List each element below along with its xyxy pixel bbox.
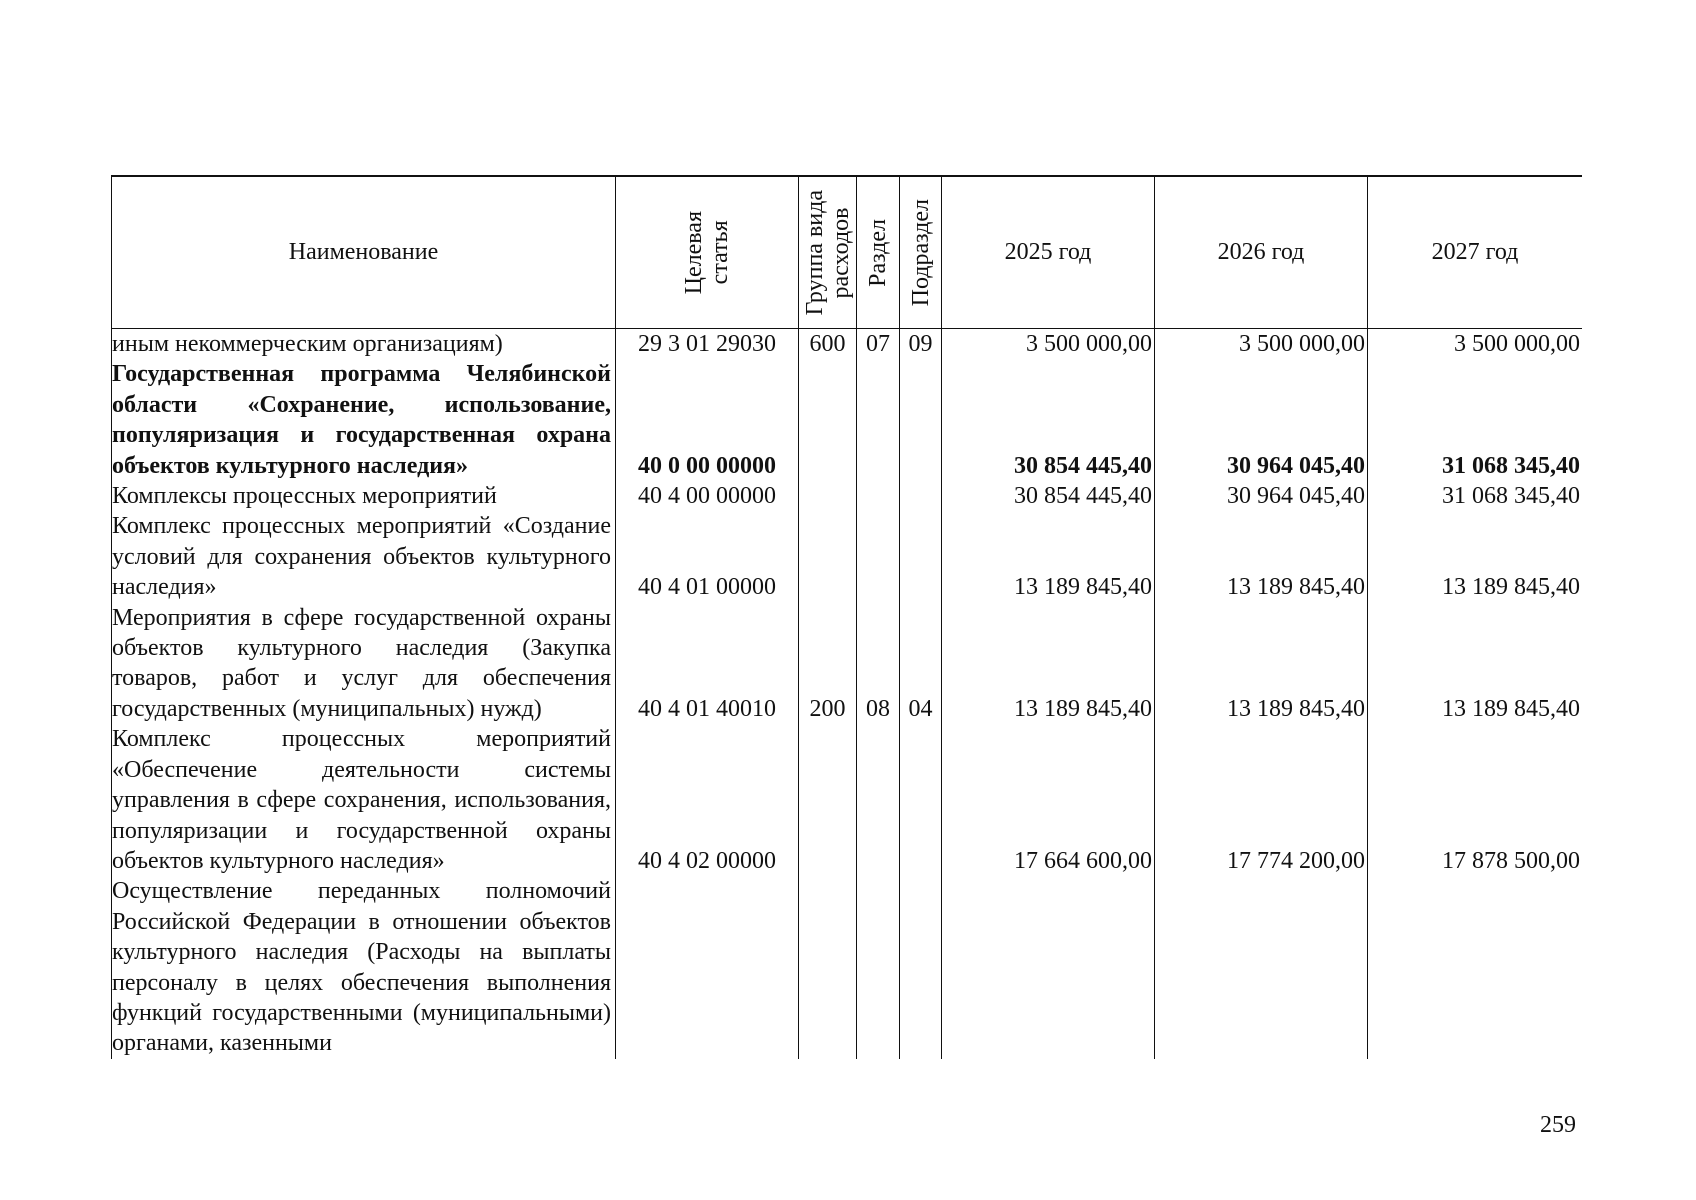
header-subsection-label: Подраздел [907, 198, 934, 307]
cell-amount-2027: 31 068 345,40 [1368, 359, 1583, 481]
cell-amount-2026 [1155, 876, 1368, 1058]
cell-target-article: 40 4 01 40010 [616, 603, 799, 725]
header-section [857, 176, 900, 329]
cell-name: Комплекс процессных мероприятий «Создание условий для сохранения объектов культурного наследия» [112, 511, 616, 602]
cell-section [857, 359, 900, 481]
cell-amount-2025: 30 854 445,40 [942, 359, 1155, 481]
cell-amount-2026: 30 964 045,40 [1155, 359, 1368, 481]
cell-subsection [900, 359, 942, 481]
table-row [112, 724, 1583, 876]
cell-amount-2027: 13 189 845,40 [1368, 511, 1583, 602]
cell-target-article: 40 0 00 00000 [616, 359, 799, 481]
cell-section: 08 [857, 603, 900, 725]
cell-section [857, 724, 900, 876]
cell-section [857, 511, 900, 602]
cell-amount-2027: 13 189 845,40 [1368, 603, 1583, 725]
cell-amount-2026: 13 189 845,40 [1155, 511, 1368, 602]
cell-name: иным некоммерческим организациям) [112, 329, 616, 360]
cell-expense-group [799, 511, 857, 602]
cell-amount-2025: 13 189 845,40 [942, 511, 1155, 602]
table-row [112, 359, 1583, 481]
cell-expense-group [799, 359, 857, 481]
cell-subsection [900, 511, 942, 602]
cell-amount-2026: 17 774 200,00 [1155, 724, 1368, 876]
cell-amount-2025 [942, 876, 1155, 1058]
cell-target-article: 40 4 02 00000 [616, 724, 799, 876]
header-year-2027: 2027 год [1368, 176, 1583, 329]
cell-name: Осуществление переданных полномочий Российской Федерации в отношении объектов культурного наследия (Расходы на выплаты персоналу в целях обеспечения выполнения функций государственными (муниципальными) органами, казенными [112, 876, 616, 1058]
table-row [112, 329, 1583, 360]
cell-amount-2025: 13 189 845,40 [942, 603, 1155, 725]
cell-amount-2027: 31 068 345,40 [1368, 481, 1583, 511]
cell-subsection: 09 [900, 329, 942, 360]
cell-name: Государственная программа Челябинской области «Сохранение, использование, популяризация и государственная охрана объектов культурного наследия» [112, 359, 616, 481]
cell-expense-group: 600 [799, 329, 857, 360]
cell-section [857, 481, 900, 511]
cell-section [857, 876, 900, 1058]
cell-amount-2027: 3 500 000,00 [1368, 329, 1583, 360]
cell-expense-group [799, 481, 857, 511]
header-expense-group-label: Группа вида расходов [801, 189, 854, 316]
header-section-label: Раздел [865, 218, 891, 287]
cell-amount-2026: 13 189 845,40 [1155, 603, 1368, 725]
cell-amount-2026: 30 964 045,40 [1155, 481, 1368, 511]
table-row [112, 603, 1583, 725]
budget-table-container [111, 175, 1582, 1089]
cell-expense-group [799, 876, 857, 1058]
table-row [112, 481, 1583, 511]
cell-name: Комплекс процессных мероприятий «Обеспечение деятельности системы управления в сфере сохранения, использования, популяризации и государственной охраны объектов культурного наследия» [112, 724, 616, 876]
cell-amount-2025: 17 664 600,00 [942, 724, 1155, 876]
header-year-2025: 2025 год [942, 176, 1155, 329]
cell-subsection: 04 [900, 603, 942, 725]
cell-expense-group: 200 [799, 603, 857, 725]
cell-expense-group [799, 724, 857, 876]
cell-amount-2025: 3 500 000,00 [942, 329, 1155, 360]
cell-subsection [900, 876, 942, 1058]
budget-table [111, 175, 1582, 1059]
page-number: 259 [1540, 1112, 1576, 1138]
cell-target-article: 29 3 01 29030 [616, 329, 799, 360]
cell-name: Комплексы процессных мероприятий [112, 481, 616, 511]
header-subsection [900, 176, 942, 329]
header-expense-group [799, 176, 857, 329]
header-target-article-label: Целевая статья [681, 210, 733, 295]
cell-target-article [616, 876, 799, 1058]
cell-section: 07 [857, 329, 900, 360]
cell-target-article: 40 4 01 00000 [616, 511, 799, 602]
cell-target-article: 40 4 00 00000 [616, 481, 799, 511]
table-row [112, 511, 1583, 602]
header-target-article [616, 176, 799, 329]
table-header-row [112, 176, 1583, 329]
cell-amount-2027 [1368, 876, 1583, 1058]
cell-name: Мероприятия в сфере государственной охраны объектов культурного наследия (Закупка товаров, работ и услуг для обеспечения государственных (муниципальных) нужд) [112, 603, 616, 725]
header-name: Наименование [112, 176, 616, 329]
cell-amount-2025: 30 854 445,40 [942, 481, 1155, 511]
table-row [112, 876, 1583, 1058]
cell-subsection [900, 724, 942, 876]
cell-subsection [900, 481, 942, 511]
cell-amount-2027: 17 878 500,00 [1368, 724, 1583, 876]
cell-amount-2026: 3 500 000,00 [1155, 329, 1368, 360]
table-body [112, 329, 1583, 1059]
header-year-2026: 2026 год [1155, 176, 1368, 329]
